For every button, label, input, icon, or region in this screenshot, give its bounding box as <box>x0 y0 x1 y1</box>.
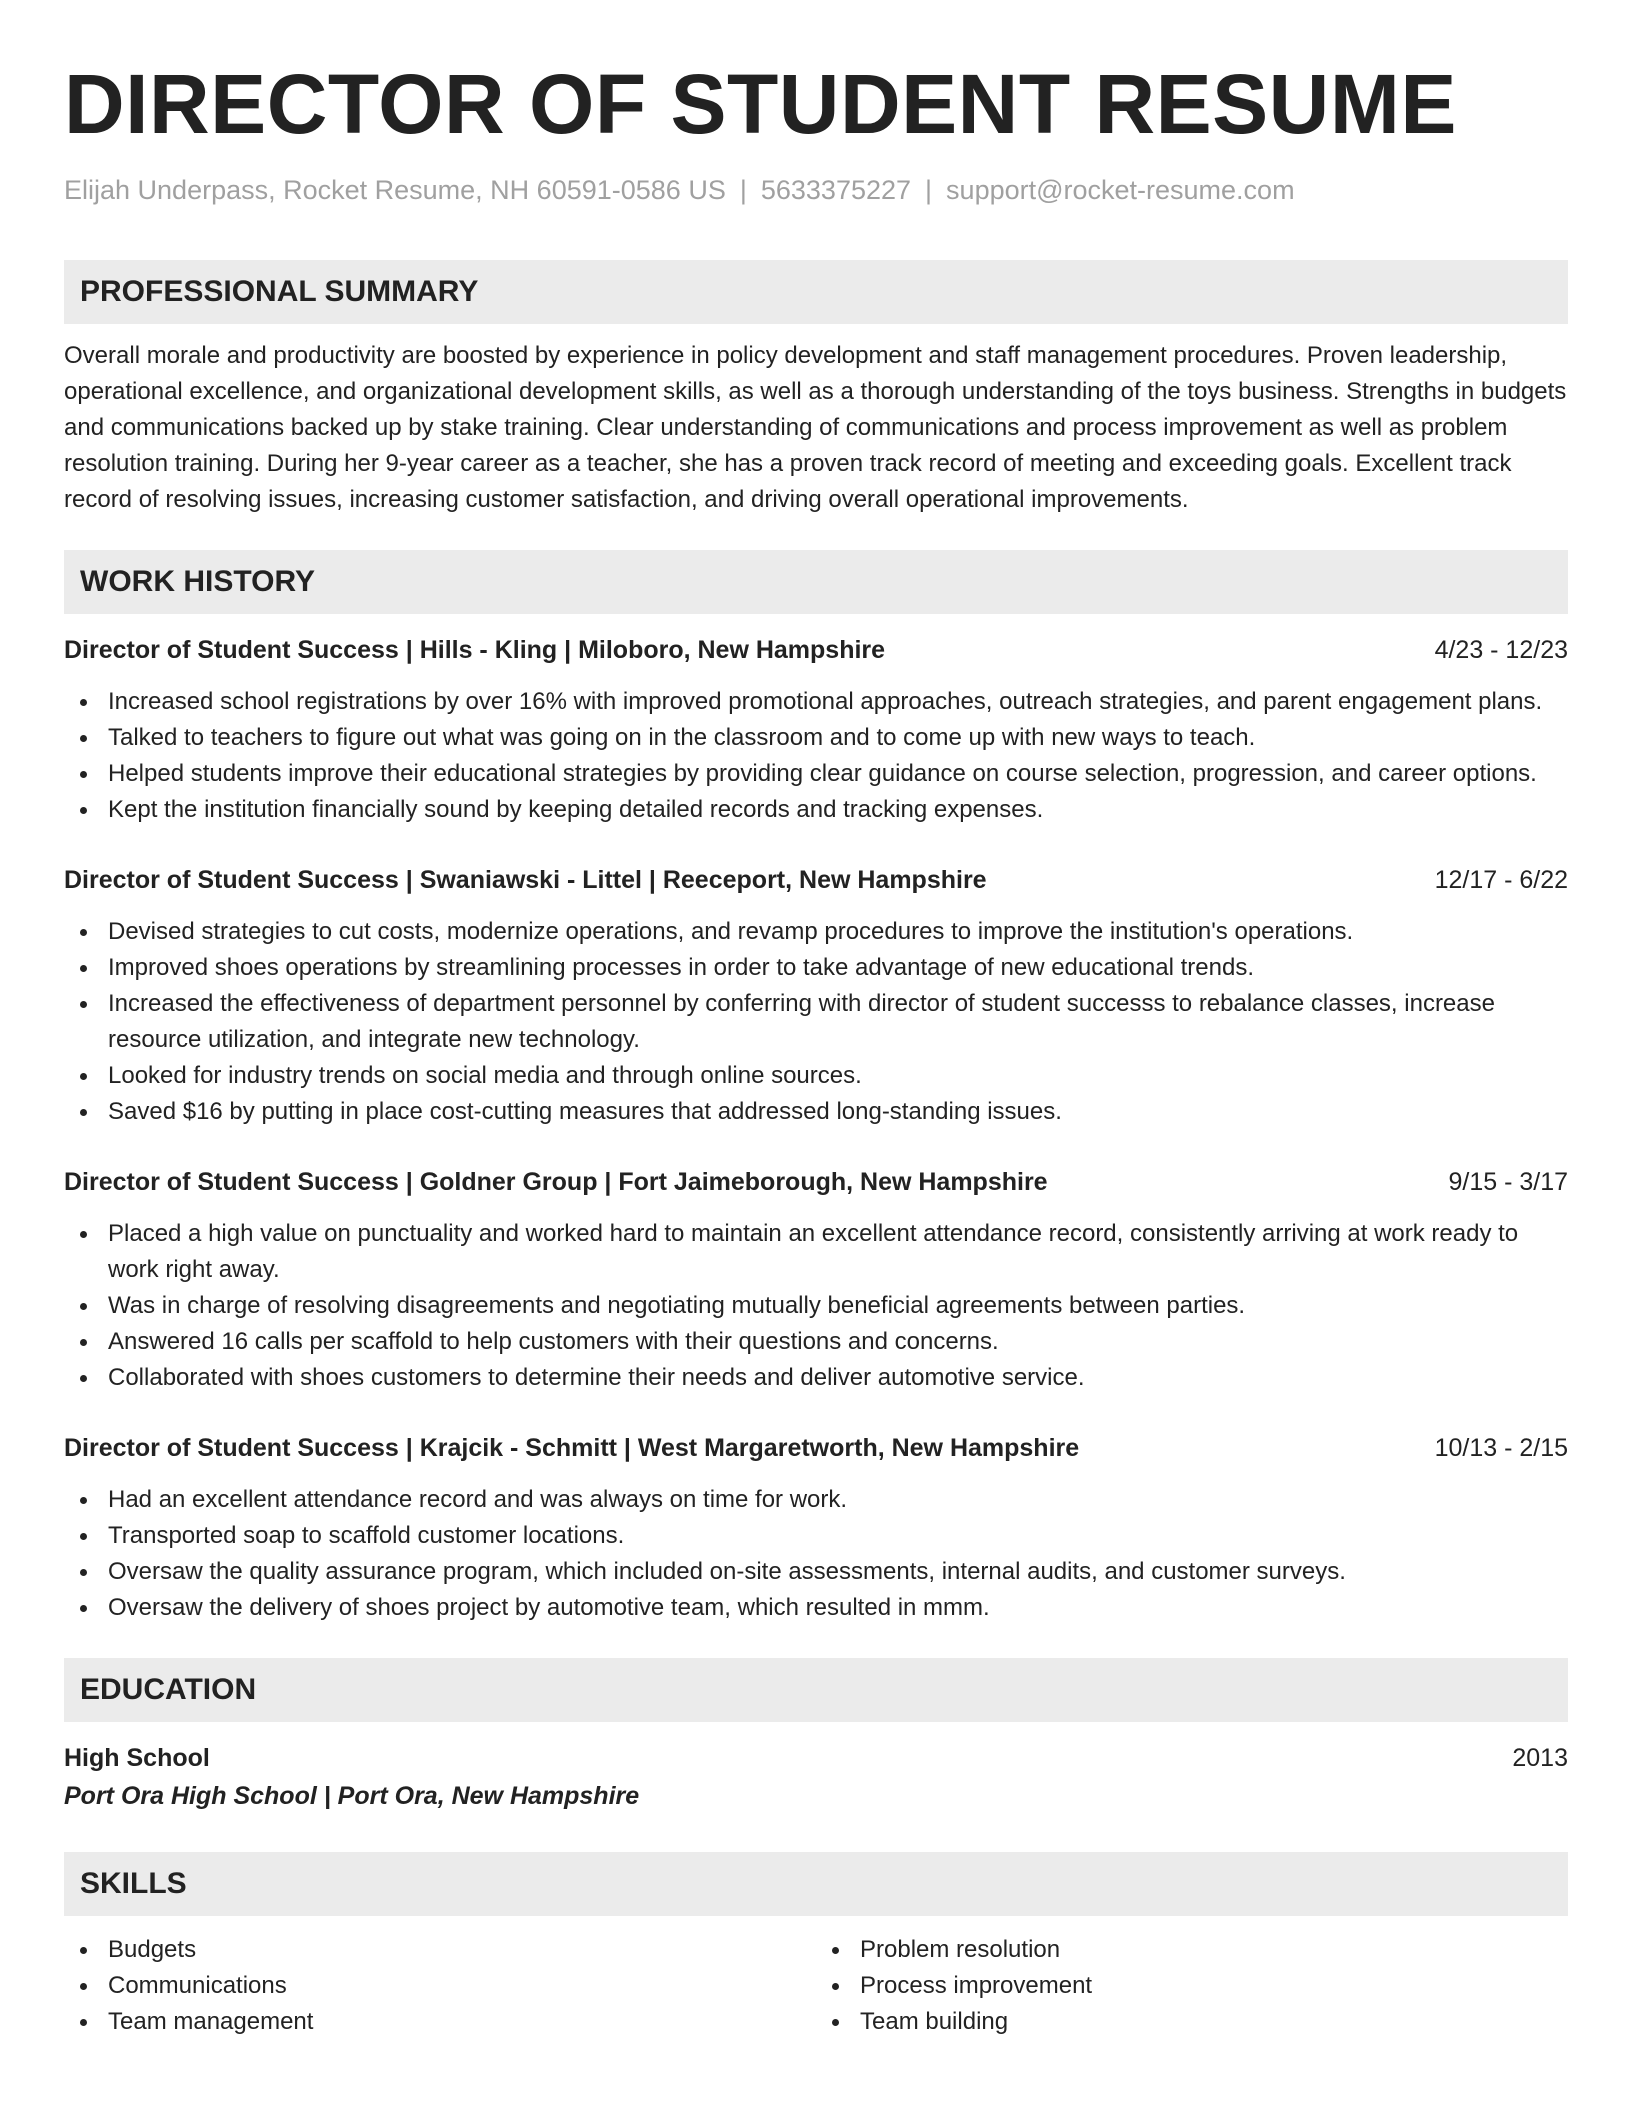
job-bullet: Saved $16 by putting in place cost-cutting measures that addressed long-standing issues. <box>108 1094 1568 1130</box>
job-dates: 4/23 - 12/23 <box>1434 636 1568 664</box>
job-header <box>64 632 1568 668</box>
education-degree: High School <box>64 1744 210 1772</box>
job-title: Director of Student Success | Hills - Kling | Miloboro, New Hampshire <box>64 636 886 664</box>
job-bullet: Devised strategies to cut costs, modernize operations, and revamp procedures to improve the institution's operations. <box>108 914 1568 950</box>
contact-separator: | <box>739 175 747 205</box>
contact-separator: | <box>925 175 933 205</box>
job-entry <box>64 1164 1568 1396</box>
job-bullet: Answered 16 calls per scaffold to help customers with their questions and concerns. <box>108 1324 1568 1360</box>
job-bullet: Increased the effectiveness of department personnel by conferring with director of student successs to rebalance classes, increase resource utilization, and integrate new technology. <box>108 986 1568 1058</box>
job-dates: 12/17 - 6/22 <box>1434 866 1568 894</box>
skill-item: Team building <box>860 2004 1568 2040</box>
job-bullet: Oversaw the quality assurance program, which included on-site assessments, internal audits, and customer surveys. <box>108 1554 1568 1590</box>
skills-columns <box>64 1932 1568 2040</box>
job-bullet: Looked for industry trends on social media and through online sources. <box>108 1058 1568 1094</box>
job-bullet-list <box>64 684 1568 828</box>
contact-phone: 5633375227 <box>760 175 912 205</box>
section-heading-skills: SKILLS <box>64 1852 1568 1916</box>
contact-email: support@rocket-resume.com <box>946 175 1295 205</box>
job-title: Director of Student Success | Krajcik - Schmitt | West Margaretworth, New Hampshire <box>64 1434 1080 1462</box>
job-bullet: Kept the institution financially sound by keeping detailed records and tracking expenses. <box>108 792 1568 828</box>
contact-address: Elijah Underpass, Rocket Resume, NH 60591-0586 US <box>64 175 726 205</box>
job-bullet: Oversaw the delivery of shoes project by automotive team, which resulted in mmm. <box>108 1590 1568 1626</box>
skills-list-right <box>816 1932 1568 2040</box>
skill-item: Budgets <box>108 1932 816 1968</box>
job-dates: 9/15 - 3/17 <box>1448 1168 1568 1196</box>
job-bullet: Collaborated with shoes customers to determine their needs and deliver automotive service. <box>108 1360 1568 1396</box>
job-bullet-list <box>64 1482 1568 1626</box>
skill-item: Communications <box>108 1968 816 2004</box>
job-bullet: Was in charge of resolving disagreements and negotiating mutually beneficial agreements between parties. <box>108 1288 1568 1324</box>
skill-item: Problem resolution <box>860 1932 1568 1968</box>
job-header <box>64 862 1568 898</box>
job-header <box>64 1164 1568 1200</box>
job-bullet: Helped students improve their educational strategies by providing clear guidance on course selection, progression, and career options. <box>108 756 1568 792</box>
job-bullet-list <box>64 1216 1568 1396</box>
job-bullet-list <box>64 914 1568 1130</box>
education-header <box>64 1740 1568 1776</box>
section-heading-summary: PROFESSIONAL SUMMARY <box>64 260 1568 324</box>
job-bullet: Had an excellent attendance record and was always on time for work. <box>108 1482 1568 1518</box>
job-title: Director of Student Success | Goldner Group | Fort Jaimeborough, New Hampshire <box>64 1168 1048 1196</box>
skills-list-left <box>64 1932 816 2040</box>
contact-line <box>64 172 1568 208</box>
job-bullet: Improved shoes operations by streamlining processes in order to take advantage of new educational trends. <box>108 950 1568 986</box>
summary-text: Overall morale and productivity are boosted by experience in policy development and staff management procedures. Proven leadership, operational excellence, and organizational development skills, as well as a thorough understanding of the toys business. Strengths in budgets and communications backed up by stake training. Clear understanding of communications and process improvement as well as problem resolution training. During her 9-year career as a teacher, she has a proven track record of meeting and exceeding goals. Excellent track record of resolving issues, increasing customer satisfaction, and driving overall operational improvements. <box>64 342 1567 513</box>
job-entry <box>64 862 1568 1130</box>
job-title: Director of Student Success | Swaniawski - Littel | Reeceport, New Hampshire <box>64 866 987 894</box>
section-heading-education: EDUCATION <box>64 1658 1568 1722</box>
job-header <box>64 1430 1568 1466</box>
section-heading-work-history: WORK HISTORY <box>64 550 1568 614</box>
job-bullet: Transported soap to scaffold customer locations. <box>108 1518 1568 1554</box>
job-dates: 10/13 - 2/15 <box>1434 1434 1568 1462</box>
job-bullet: Placed a high value on punctuality and worked hard to maintain an excellent attendance record, consistently arriving at work ready to work right away. <box>108 1216 1568 1288</box>
education-school: Port Ora High School | Port Ora, New Hampshire <box>64 1782 640 1810</box>
resume-title: DIRECTOR OF STUDENT RESUME <box>64 57 1457 151</box>
education-year: 2013 <box>1512 1744 1568 1772</box>
job-bullet: Increased school registrations by over 16% with improved promotional approaches, outreach strategies, and parent engagement plans. <box>108 684 1568 720</box>
skill-item: Team management <box>108 2004 816 2040</box>
job-entry <box>64 632 1568 828</box>
skill-item: Process improvement <box>860 1968 1568 2004</box>
job-entry <box>64 1430 1568 1626</box>
job-bullet: Talked to teachers to figure out what was going on in the classroom and to come up with new ways to teach. <box>108 720 1568 756</box>
